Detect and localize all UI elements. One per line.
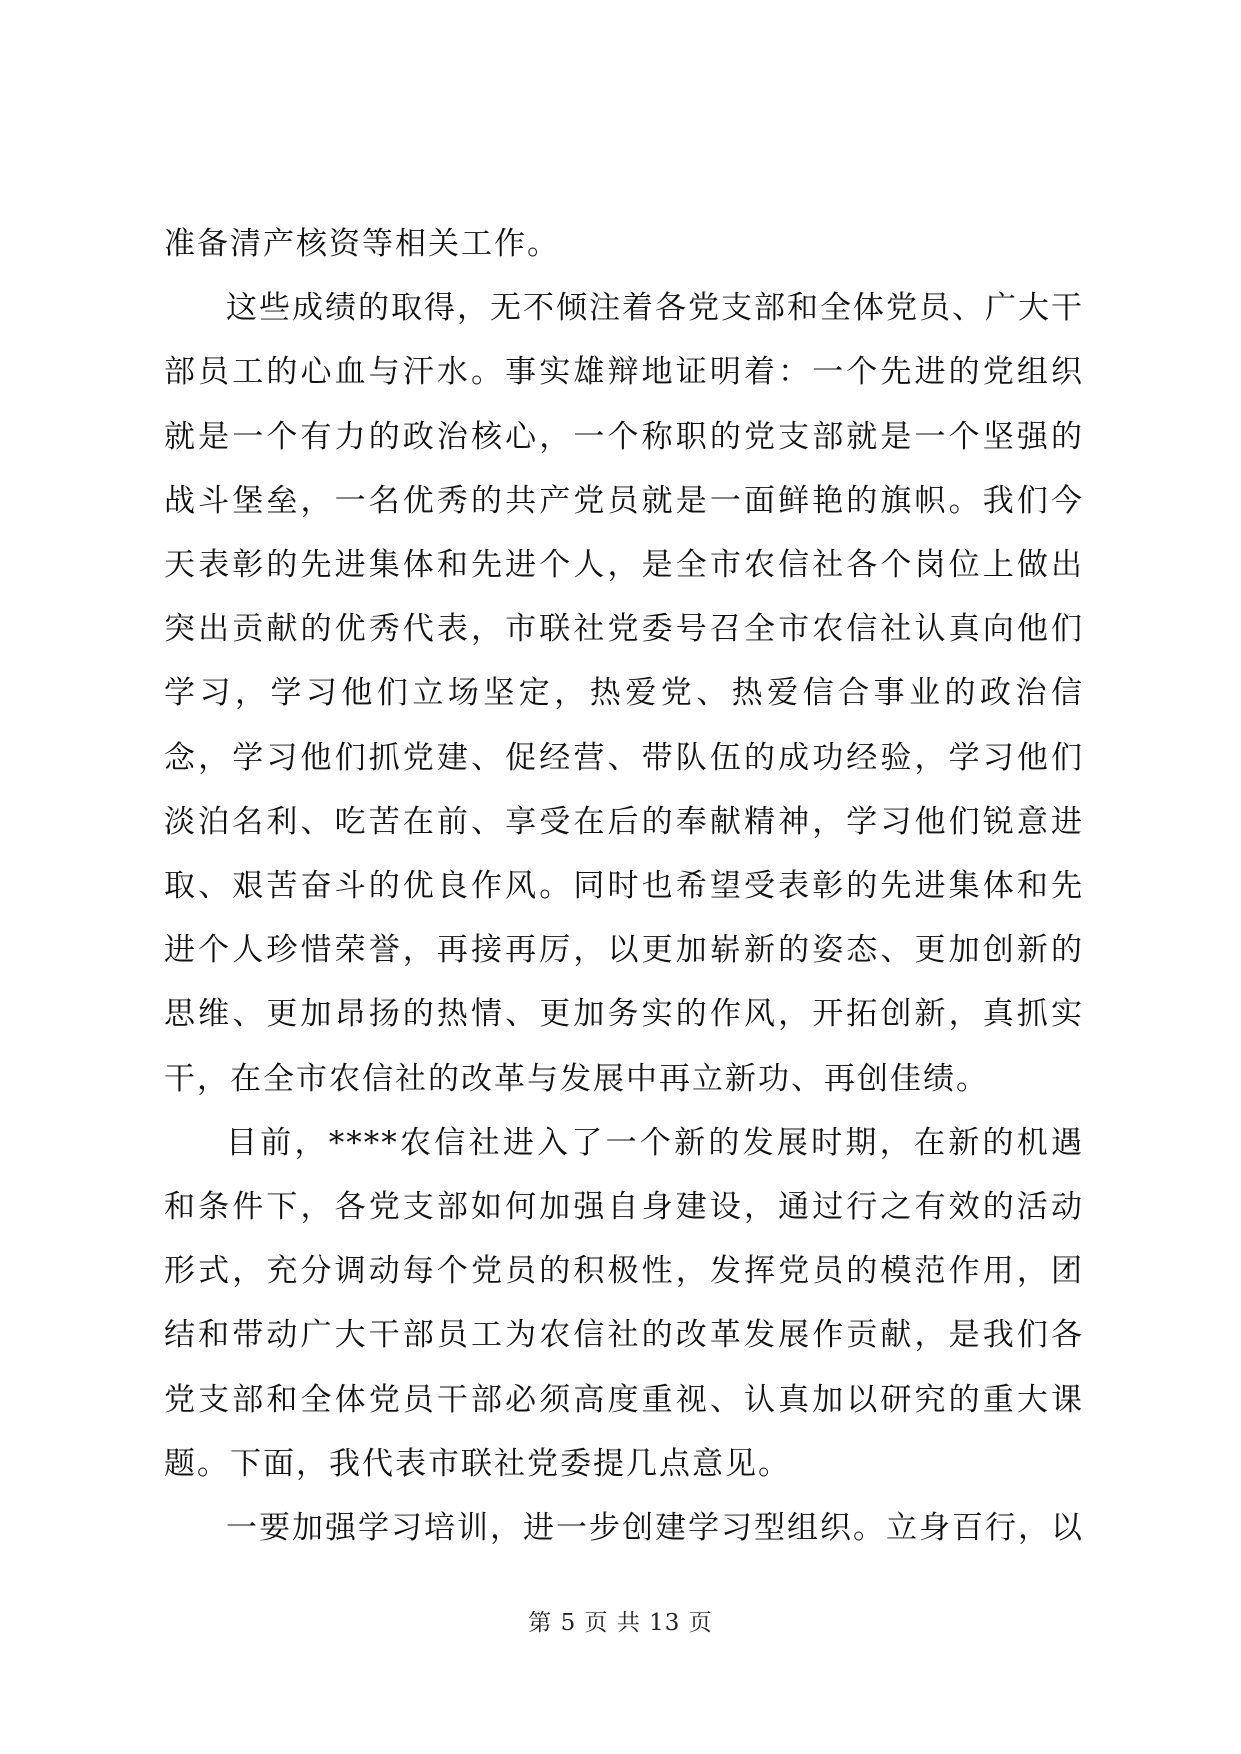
page-number-footer: 第 5 页 共 13 页 [528, 1610, 713, 1636]
paragraph-continuation: 准备清产核资等相关工作。 [164, 226, 560, 262]
paragraph-first-point: 一要加强学习培训，进一步创建学习型组织。立身百行，以 [226, 1510, 1084, 1547]
paragraph-achievements: 这些成绩的取得，无不倾注着各党支部和全体党员、广大干部员工的心血与汗水。事实雄辩地证明着：一个先进的党组织就是一个有力的政治核心，一个称职的党支部就是一个坚强的战斗堡垒，一名优秀的共产党员就是一面鲜艳的旗帜。我们今天表彰的先进集体和先进个人，是全市农信社各个岗位上做出突出贡献的优秀代表，市联社党委号召全市农信社认真向他们学习，学习他们立场坚定，热爱党、热爱信合事业的政治信念，学习他们抓党建、促经营、带队伍的成功经验，学习他们淡泊名利、吃苦在前、享受在后的奉献精神，学习他们锐意进取、艰苦奋斗的优良作风。同时也希望受表彰的先进集体和先进个人珍惜荣誉，再接再厉，以更加崭新的姿态、更加创新的思维、更加昂扬的热情、更加务实的作风，开拓创新，真抓实干，在全市农信社的改革与发展中再立新功、再创佳绩。 [164, 290, 1084, 1097]
paragraph-current-situation: 目前，****农信社进入了一个新的发展时期，在新的机遇和条件下，各党支部如何加强自身建设，通过行之有效的活动形式，充分调动每个党员的积极性，发挥党员的模范作用，团结和带动广大干部员工为农信社的改革发展作贡献，是我们各党支部和全体党员干部必须高度重视、认真加以研究的重大课题。下面，我代表市联社党委提几点意见。 [164, 1124, 1084, 1482]
body-text [164, 212, 1084, 1560]
